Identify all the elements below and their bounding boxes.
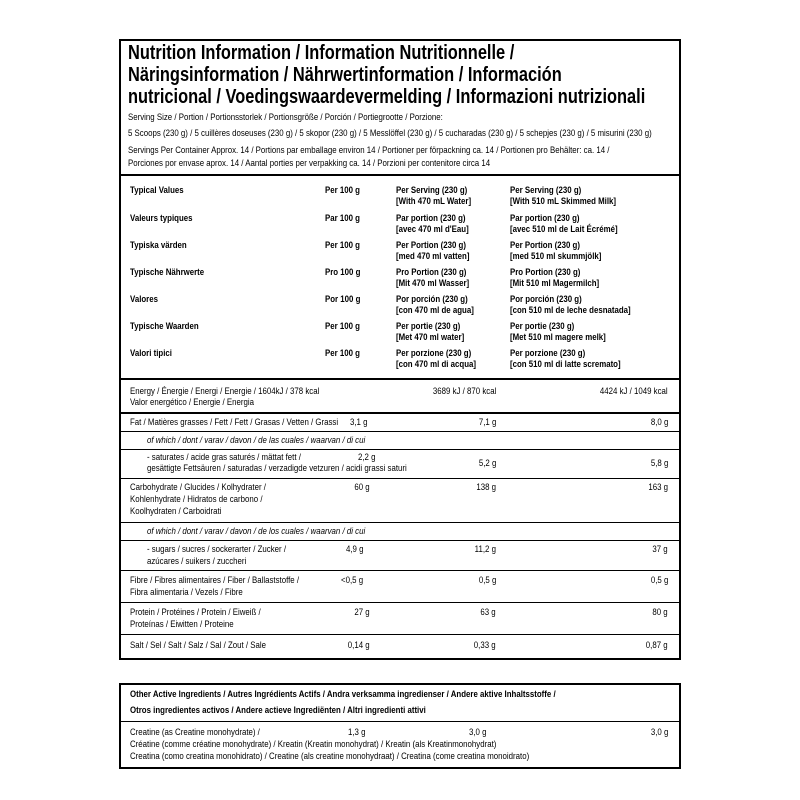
salt-milk: 0,87 g xyxy=(646,640,668,651)
of-which-carbohydrate: of which / dont / varav / davon / de los cuales / waarvan / di cui xyxy=(147,526,366,537)
header-per100: Per 100 g xyxy=(325,321,360,332)
header-milk-2: [med 510 ml skummjölk] xyxy=(510,251,602,262)
creatine-label-2: Créatine (comme créatine monohydrate) / Kreatin (Kreatin monohydrat) / Kreatin (als Kreatinmonohydrat) xyxy=(130,739,497,750)
header-per100: Per 100 g xyxy=(325,240,360,251)
protein-per100: 27 g xyxy=(354,607,370,618)
active-heading-line-1: Other Active Ingredients / Autres Ingrédients Actifs / Andra verksamma ingredienser / Andere aktive Inhaltsstoffe / xyxy=(130,689,556,700)
divider-protein xyxy=(120,634,680,635)
saturates-label-1: - saturates / acide gras saturés / mättat fett / xyxy=(147,452,301,463)
header-milk-1: Par portion (230 g) xyxy=(510,213,580,224)
header-milk-1: Pro Portion (230 g) xyxy=(510,267,581,278)
header-label: Valeurs typiques xyxy=(130,213,193,224)
sugars-label-2: azúcares / suikers / zuccheri xyxy=(147,556,247,567)
energy-label-2: Valor energético / Energie / Energia xyxy=(130,397,255,408)
divider-of-which-2 xyxy=(120,540,680,541)
header-per100: Par 100 g xyxy=(325,213,360,224)
header-per100: Pro 100 g xyxy=(325,267,361,278)
header-water-1: Per Serving (230 g) xyxy=(396,185,468,196)
header-label: Typiska värden xyxy=(130,240,187,251)
header-milk-2: [con 510 ml de leche desnatada] xyxy=(510,305,631,316)
fat-water: 7,1 g xyxy=(478,417,496,428)
fibre-label-2: Fibra alimentaria / Vezels / Fibre xyxy=(130,587,243,598)
header-water-2: [med 470 ml vatten] xyxy=(396,251,470,262)
divider-header-top xyxy=(120,174,680,176)
header-milk-1: Per Serving (230 g) xyxy=(510,185,582,196)
header-milk-2: [Mit 510 ml Magermilch] xyxy=(510,278,600,289)
header-water-2: [With 470 mL Water] xyxy=(396,196,472,207)
nutrition-heading-line-1: Nutrition Information / Information Nutritionnelle / xyxy=(128,41,515,64)
divider-of-which-1 xyxy=(120,449,680,450)
header-water-2: [Mit 470 ml Wasser] xyxy=(396,278,470,289)
header-water-1: Per porzione (230 g) xyxy=(396,348,472,359)
servings-per-container-2: Porciones por envase aprox. 14 / Aantal porties per verpakking ca. 14 / Porzioni per contenitore circa 14 xyxy=(128,158,491,169)
creatine-label-1: Creatine (as Creatine monohydrate) / xyxy=(130,727,260,738)
creatine-milk: 3,0 g xyxy=(650,727,668,738)
saturates-milk: 5,8 g xyxy=(650,458,668,469)
salt-label: Salt / Sel / Salt / Salz / Sal / Zout / Sale xyxy=(130,640,266,651)
header-label: Valori tipici xyxy=(130,348,172,359)
header-milk-2: [con 510 ml di latte scremato] xyxy=(510,359,621,370)
saturates-label-2: gesättigte Fettsäuren / saturadas / verzadigde vetzuren / acidi grassi saturi xyxy=(147,463,407,474)
carbohydrate-milk: 163 g xyxy=(648,482,668,493)
energy-milk: 4424 kJ / 1049 kcal xyxy=(600,386,668,397)
salt-per100: 0,14 g xyxy=(348,640,370,651)
carbohydrate-per100: 60 g xyxy=(354,482,370,493)
header-water-2: [con 470 ml di acqua] xyxy=(396,359,477,370)
fat-milk: 8,0 g xyxy=(650,417,668,428)
header-per100: Per 100 g xyxy=(325,348,360,359)
fibre-milk: 0,5 g xyxy=(650,575,668,586)
header-label: Typische Waarden xyxy=(130,321,199,332)
fibre-per100: <0,5 g xyxy=(341,575,364,586)
header-milk-2: [With 510 mL Skimmed Milk] xyxy=(510,196,617,207)
header-milk-1: Per portie (230 g) xyxy=(510,321,575,332)
creatine-per100: 1,3 g xyxy=(348,727,366,738)
header-per100: Per 100 g xyxy=(325,185,360,196)
header-water-1: Per portie (230 g) xyxy=(396,321,461,332)
energy-water: 3689 kJ / 870 kcal xyxy=(432,386,496,397)
creatine-water: 3,0 g xyxy=(469,727,487,738)
header-label: Valores xyxy=(130,294,158,305)
serving-size-label: Serving Size / Portion / Portionsstorlek / Portionsgröße / Porción / Portiegrootte / Porzione: xyxy=(128,112,443,123)
sugars-water: 11,2 g xyxy=(474,544,496,555)
carbohydrate-label-1: Carbohydrate / Glucides / Kolhydrater / xyxy=(130,482,266,493)
nutrition-heading-line-3: nutricional / Voedingswaardevermelding / Informazioni nutrizionali xyxy=(128,85,646,108)
header-milk-2: [Met 510 ml magere melk] xyxy=(510,332,606,343)
divider-fat xyxy=(120,431,680,432)
active-heading-line-2: Otros ingredientes activos / Andere actieve Ingrediënten / Altri ingredienti attivi xyxy=(130,705,426,716)
divider-saturates xyxy=(120,478,680,479)
header-water-1: Par portion (230 g) xyxy=(396,213,466,224)
saturates-per100: 2,2 g xyxy=(358,452,376,463)
divider-header-bottom xyxy=(120,378,680,380)
header-milk-1: Per Portion (230 g) xyxy=(510,240,580,251)
header-water-2: [Met 470 ml water] xyxy=(396,332,465,343)
divider-carbohydrate xyxy=(120,522,680,523)
fat-per100: 3,1 g xyxy=(350,417,368,428)
carbohydrate-label-2: Kohlenhydrate / Hidratos de carbono / xyxy=(130,494,263,505)
header-milk-1: Per porzione (230 g) xyxy=(510,348,586,359)
salt-water: 0,33 g xyxy=(474,640,496,651)
protein-label-2: Proteínas / Eiwitten / Proteine xyxy=(130,619,234,630)
sugars-per100: 4,9 g xyxy=(346,544,364,555)
header-water-2: [con 470 ml de agua] xyxy=(396,305,474,316)
header-water-1: Per Portion (230 g) xyxy=(396,240,466,251)
protein-milk: 80 g xyxy=(652,607,668,618)
divider-fibre xyxy=(120,602,680,603)
creatine-label-3: Creatina (como creatina monohidrato) / Creatine (als creatine monohydraat) / Creatina (come creatina monoidrato) xyxy=(130,751,530,762)
serving-size-values: 5 Scoops (230 g) / 5 cuillères doseuses (230 g) / 5 skopor (230 g) / 5 Messlöffel (230 g) / 5 cucharadas (230 g) / 5 schepjes (230 g) / 5 misurini (230 g) xyxy=(128,128,652,139)
header-milk-1: Por porción (230 g) xyxy=(510,294,582,305)
protein-label-1: Protein / Protéines / Protein / Eiweiß / xyxy=(130,607,261,618)
divider-active xyxy=(120,721,680,722)
energy-label-1: Energy / Énergie / Energi / Energie / 1604kJ / 378 kcal xyxy=(130,386,320,397)
header-label: Typical Values xyxy=(130,185,184,196)
of-which-fat: of which / dont / varav / davon / de las cuales / waarvan / di cui xyxy=(147,435,366,446)
fat-label: Fat / Matières grasses / Fett / Fett / Grasas / Vetten / Grassi xyxy=(130,417,339,428)
carbohydrate-label-3: Koolhydraten / Carboidrati xyxy=(130,506,222,517)
sugars-milk: 37 g xyxy=(652,544,668,555)
header-water-1: Pro Portion (230 g) xyxy=(396,267,467,278)
nutrition-heading-line-2: Näringsinformation / Nährwertinformation / Información xyxy=(128,63,562,86)
protein-water: 63 g xyxy=(480,607,496,618)
header-water-1: Por porción (230 g) xyxy=(396,294,468,305)
sugars-label-1: - sugars / sucres / sockerarter / Zucker / xyxy=(147,544,287,555)
header-label: Typische Nährwerte xyxy=(130,267,205,278)
fibre-label-1: Fibre / Fibres alimentaires / Fiber / Ballaststoffe / xyxy=(130,575,300,586)
divider-energy xyxy=(120,412,680,414)
fibre-water: 0,5 g xyxy=(478,575,496,586)
servings-per-container-1: Servings Per Container Approx. 14 / Portions par emballage environ 14 / Portioner per förpackning ca. 14 / Portionen pro Behälter: ca. 14 / xyxy=(128,145,610,156)
header-milk-2: [avec 510 ml de Lait Écrémé] xyxy=(510,224,618,235)
carbohydrate-water: 138 g xyxy=(476,482,496,493)
header-per100: Por 100 g xyxy=(325,294,361,305)
saturates-water: 5,2 g xyxy=(478,458,496,469)
header-water-2: [avec 470 ml d'Eau] xyxy=(396,224,469,235)
divider-sugars xyxy=(120,570,680,571)
